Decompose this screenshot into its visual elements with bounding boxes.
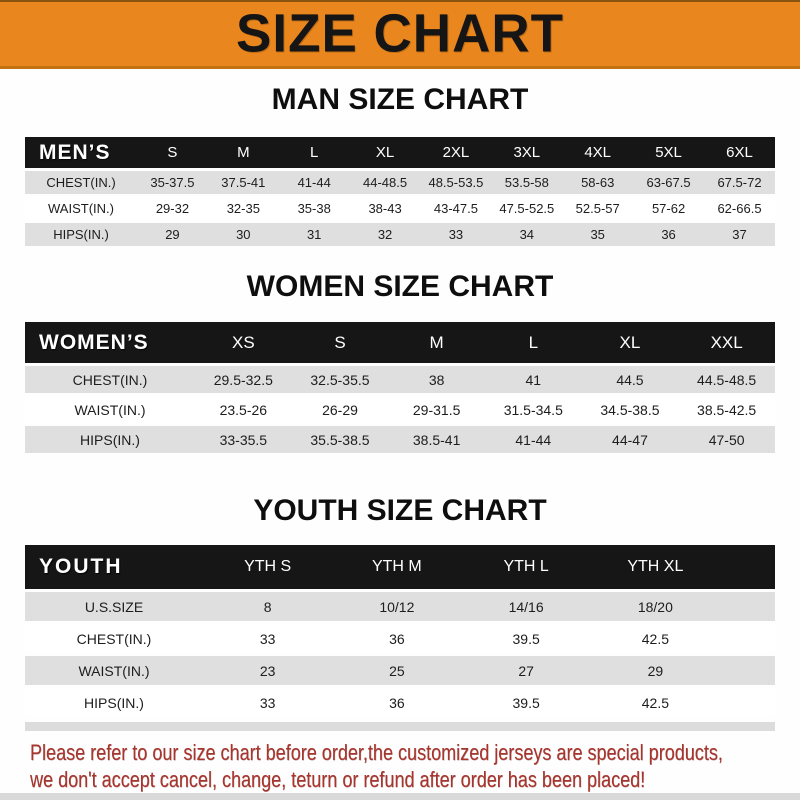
size-value: 27: [462, 656, 591, 685]
size-value: 37.5-41: [208, 171, 279, 194]
size-value: 37: [704, 223, 775, 246]
size-value: 58-63: [562, 171, 633, 194]
size-value: 33: [203, 688, 332, 717]
size-table-header-row: [25, 322, 775, 363]
row-label: WAIST(IN.): [25, 197, 137, 220]
measurement-row: [25, 396, 775, 423]
size-value: 31.5-34.5: [485, 396, 582, 423]
size-value: 62-66.5: [704, 197, 775, 220]
size-value: 30: [208, 223, 279, 246]
size-value: 44-48.5: [350, 171, 421, 194]
size-column-header: L: [279, 137, 350, 168]
size-column-header: 4XL: [562, 137, 633, 168]
size-value: 35-37.5: [137, 171, 208, 194]
size-value: 23: [203, 656, 332, 685]
size-column-header: 6XL: [704, 137, 775, 168]
size-value: 38-43: [350, 197, 421, 220]
youth-table-footer-strip: [25, 722, 775, 731]
size-column-header: XXL: [678, 322, 775, 363]
row-label: HIPS(IN.): [25, 688, 203, 717]
size-value: 35: [562, 223, 633, 246]
men-size-table: [25, 134, 775, 249]
size-value: 67.5-72: [704, 171, 775, 194]
bottom-edge-strip: [0, 793, 800, 800]
disclaimer-text: [30, 739, 723, 793]
size-value: 36: [332, 624, 461, 653]
spacer-cell: [720, 592, 775, 621]
size-value: 38.5-41: [388, 426, 485, 453]
measurement-row: [25, 197, 775, 220]
size-value: 44.5-48.5: [678, 366, 775, 393]
measurement-row: [25, 656, 775, 685]
women-size-table: [25, 319, 775, 456]
size-value: 29: [137, 223, 208, 246]
size-value: 23.5-26: [195, 396, 292, 423]
size-column-header: S: [137, 137, 208, 168]
size-column-header: 3XL: [491, 137, 562, 168]
table-corner-label: MEN’S: [25, 137, 137, 168]
size-value: 44-47: [582, 426, 679, 453]
spacer-cell: [720, 656, 775, 685]
size-value: 48.5-53.5: [421, 171, 492, 194]
measurement-row: [25, 366, 775, 393]
section-heading-women: WOMEN SIZE CHART: [246, 270, 554, 303]
size-column-header: YTH XL: [591, 545, 720, 589]
size-column-header: YTH M: [332, 545, 461, 589]
size-value: 18/20: [591, 592, 720, 621]
size-value: 57-62: [633, 197, 704, 220]
row-label: HIPS(IN.): [25, 426, 195, 453]
size-value: 36: [633, 223, 704, 246]
size-value: 29-32: [137, 197, 208, 220]
disclaimer-line-1: Please refer to our size chart before order,the customized jerseys are special products,: [30, 740, 723, 765]
size-value: 47.5-52.5: [491, 197, 562, 220]
page-title: SIZE CHART: [236, 3, 564, 64]
size-value: 26-29: [292, 396, 389, 423]
size-value: 41: [485, 366, 582, 393]
size-value: 42.5: [591, 688, 720, 717]
row-label: CHEST(IN.): [25, 366, 195, 393]
spacer-cell: [720, 624, 775, 653]
size-value: 41-44: [485, 426, 582, 453]
size-column-header: YTH S: [203, 545, 332, 589]
size-value: 39.5: [462, 688, 591, 717]
size-value: 25: [332, 656, 461, 685]
size-value: 33: [421, 223, 492, 246]
size-column-header: 2XL: [421, 137, 492, 168]
section-heading-youth: YOUTH SIZE CHART: [253, 494, 547, 527]
size-column-header: M: [208, 137, 279, 168]
size-column-header: XL: [350, 137, 421, 168]
size-column-header: M: [388, 322, 485, 363]
size-value: 52.5-57: [562, 197, 633, 220]
size-value: 35.5-38.5: [292, 426, 389, 453]
row-label: CHEST(IN.): [25, 624, 203, 653]
size-value: 32.5-35.5: [292, 366, 389, 393]
measurement-row: [25, 688, 775, 717]
size-column-header: S: [292, 322, 389, 363]
size-column-header: XL: [582, 322, 679, 363]
size-value: 35-38: [279, 197, 350, 220]
spacer-cell: [720, 545, 775, 589]
size-value: 29.5-32.5: [195, 366, 292, 393]
size-value: 33: [203, 624, 332, 653]
size-value: 36: [332, 688, 461, 717]
section-heading-man: MAN SIZE CHART: [271, 83, 529, 116]
size-value: 38.5-42.5: [678, 396, 775, 423]
size-value: 31: [279, 223, 350, 246]
row-label: U.S.SIZE: [25, 592, 203, 621]
size-value: 29-31.5: [388, 396, 485, 423]
size-column-header: YTH L: [462, 545, 591, 589]
size-value: 53.5-58: [491, 171, 562, 194]
size-value: 39.5: [462, 624, 591, 653]
size-value: 63-67.5: [633, 171, 704, 194]
size-table-header-row: [25, 137, 775, 168]
size-value: 33-35.5: [195, 426, 292, 453]
row-label: WAIST(IN.): [25, 396, 195, 423]
size-value: 42.5: [591, 624, 720, 653]
table-corner-label: WOMEN’S: [25, 322, 195, 363]
size-value: 38: [388, 366, 485, 393]
row-label: HIPS(IN.): [25, 223, 137, 246]
size-column-header: XS: [195, 322, 292, 363]
size-table-header-row: [25, 545, 775, 589]
row-label: WAIST(IN.): [25, 656, 203, 685]
size-value: 10/12: [332, 592, 461, 621]
measurement-row: [25, 624, 775, 653]
size-value: 47-50: [678, 426, 775, 453]
size-value: 29: [591, 656, 720, 685]
measurement-row: [25, 592, 775, 621]
spacer-cell: [720, 688, 775, 717]
measurement-row: [25, 223, 775, 246]
size-value: 34: [491, 223, 562, 246]
measurement-row: [25, 171, 775, 194]
size-column-header: L: [485, 322, 582, 363]
table-corner-label: YOUTH: [25, 545, 203, 589]
size-value: 32: [350, 223, 421, 246]
measurement-row: [25, 426, 775, 453]
size-value: 44.5: [582, 366, 679, 393]
row-label: CHEST(IN.): [25, 171, 137, 194]
size-value: 41-44: [279, 171, 350, 194]
youth-size-table: [25, 542, 775, 720]
title-banner: [0, 0, 800, 69]
size-value: 32-35: [208, 197, 279, 220]
size-value: 34.5-38.5: [582, 396, 679, 423]
disclaimer-line-2: we don't accept cancel, change, teturn or refund after order has been placed!: [30, 767, 646, 792]
size-value: 14/16: [462, 592, 591, 621]
size-column-header: 5XL: [633, 137, 704, 168]
size-value: 8: [203, 592, 332, 621]
size-value: 43-47.5: [421, 197, 492, 220]
